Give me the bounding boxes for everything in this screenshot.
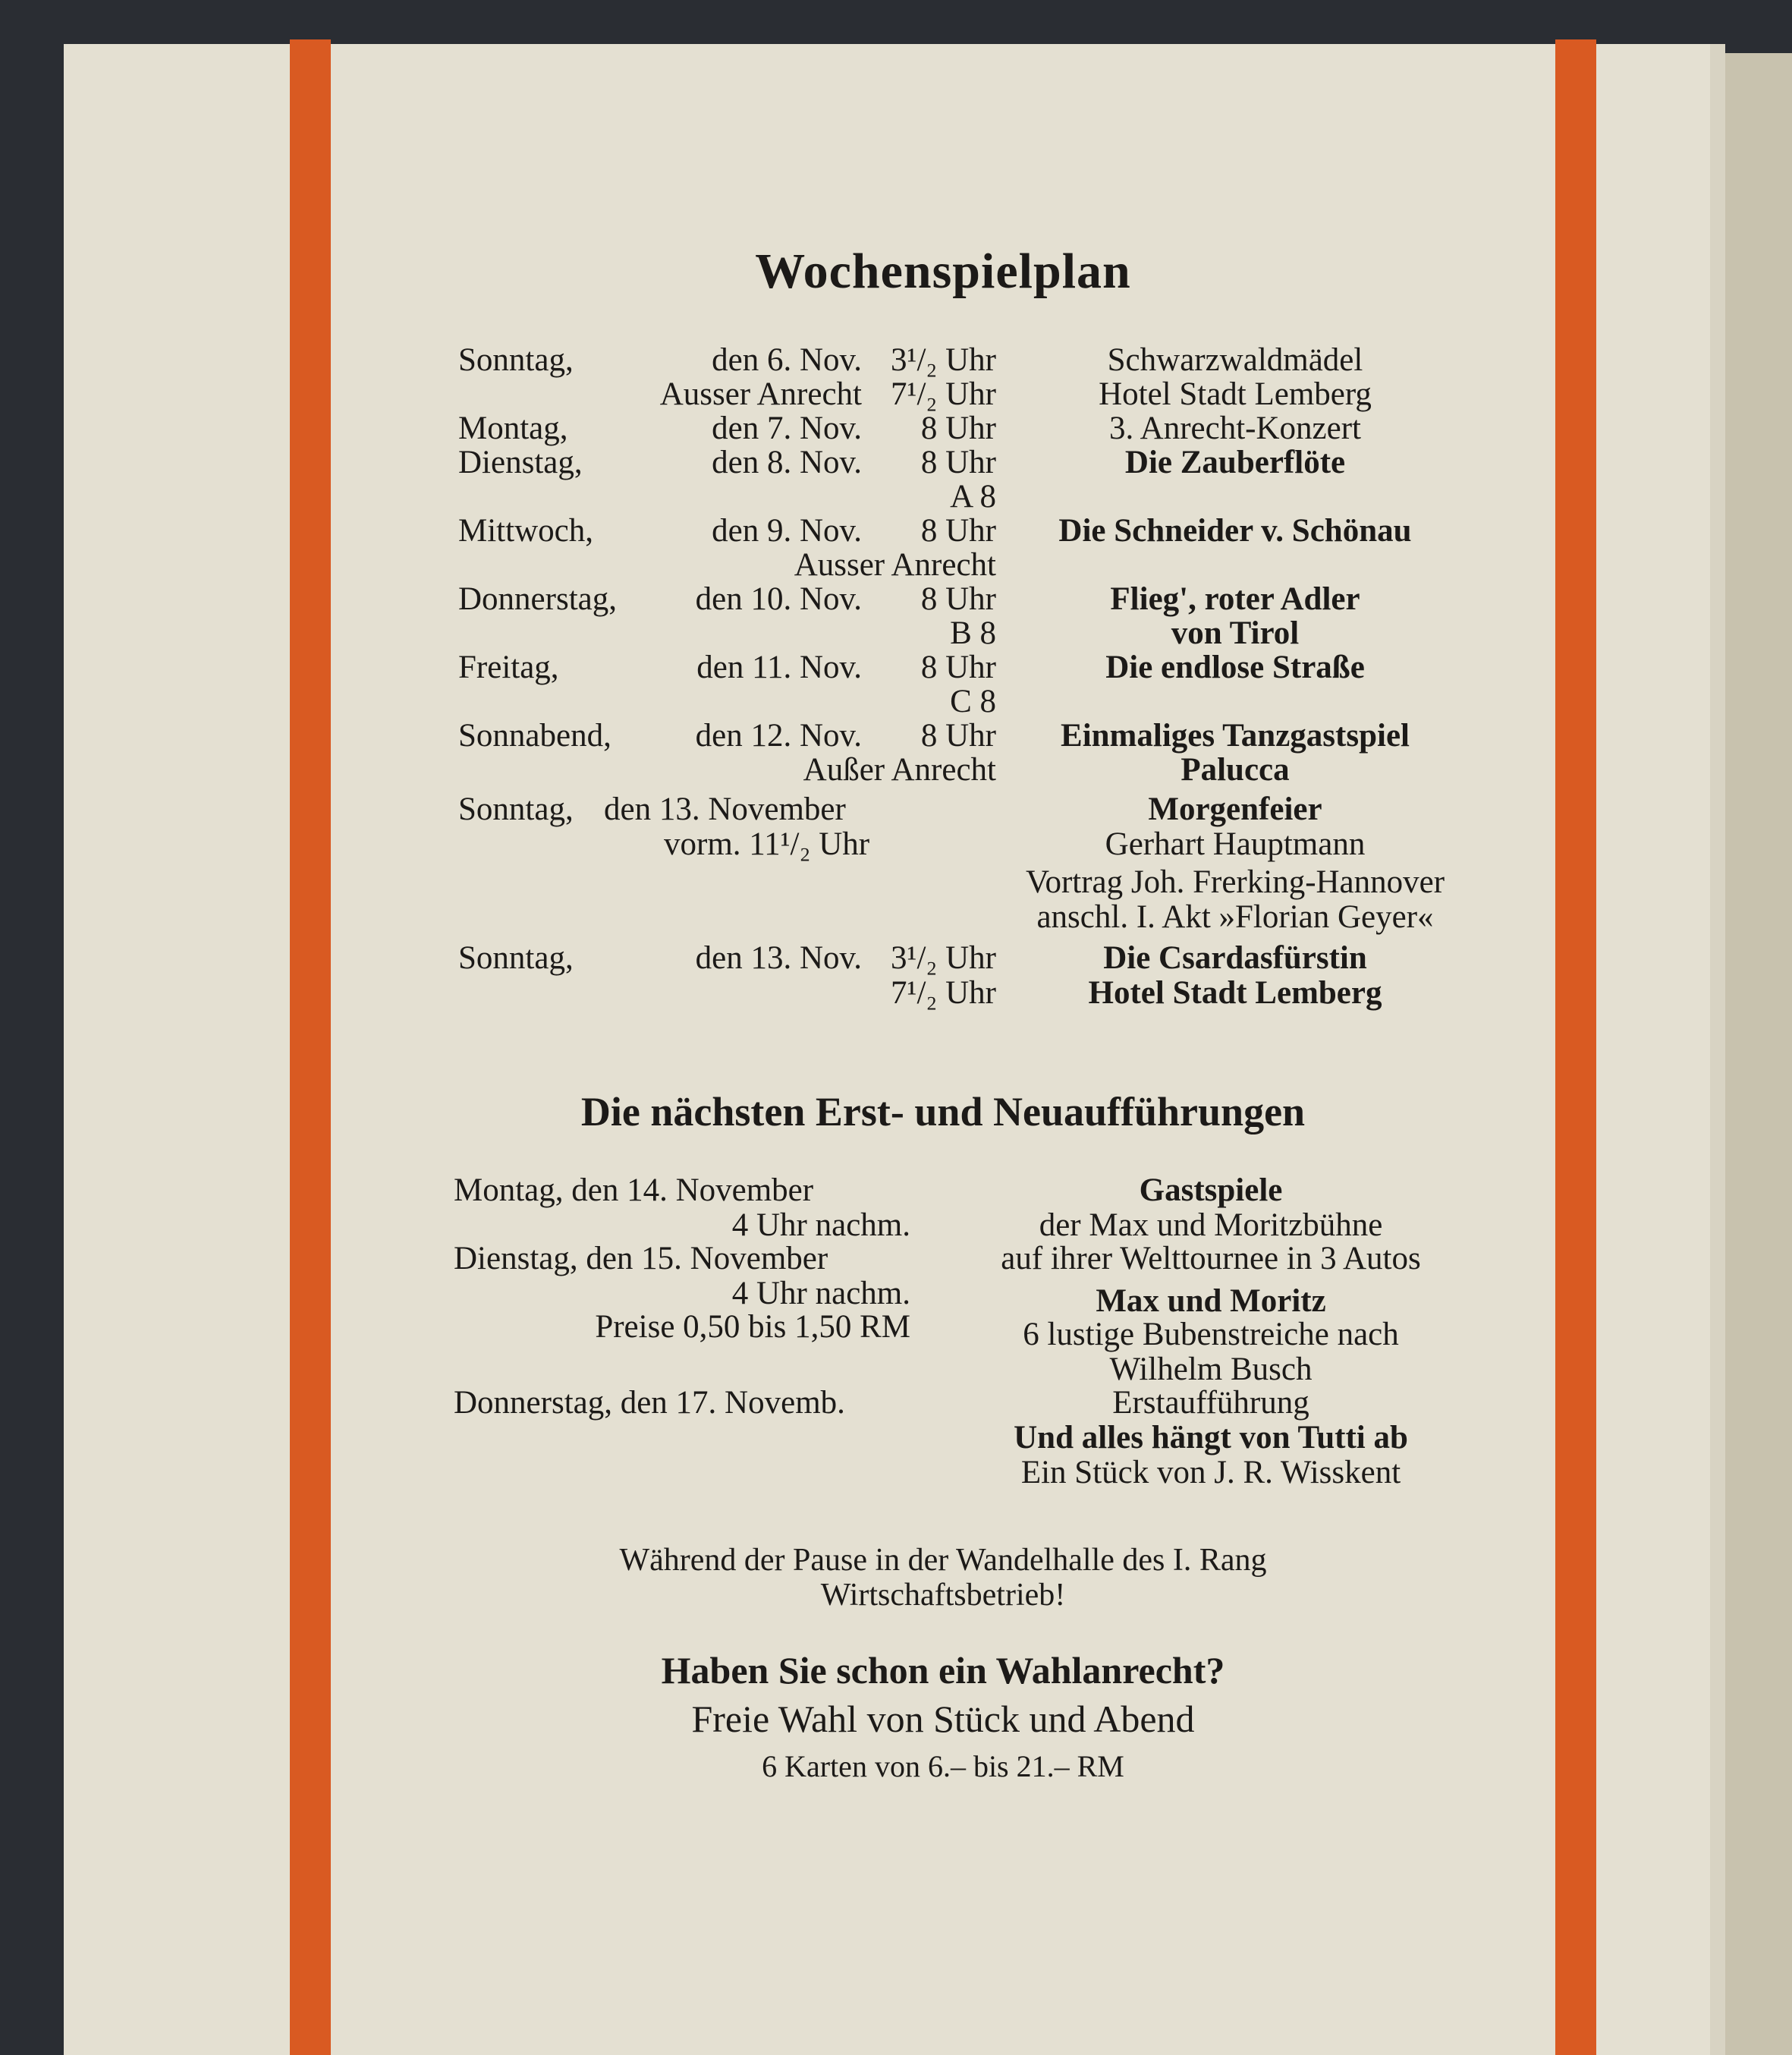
upcoming-play-line: Gastspiele bbox=[1139, 1172, 1283, 1208]
upcoming-date-line: Dienstag, den 15. November bbox=[454, 1241, 828, 1276]
schedule-date: den 12. Nov. bbox=[695, 718, 862, 754]
schedule-play: Hotel Stadt Lemberg bbox=[1099, 376, 1372, 412]
schedule-date: den 13. November bbox=[604, 791, 846, 827]
page-title: Wochenspielplan bbox=[755, 244, 1131, 299]
schedule-time: 7¹/₂ Uhr bbox=[891, 975, 996, 1011]
footer-offer: Freie Wahl von Stück und Abend bbox=[691, 1698, 1195, 1740]
schedule-date: Ausser Anrecht bbox=[659, 376, 862, 412]
upcoming-play-line: 6 lustige Bubenstreiche nach bbox=[1023, 1317, 1399, 1352]
schedule-date: den 13. Nov. bbox=[695, 940, 862, 976]
schedule-day: Sonntag, bbox=[458, 940, 574, 976]
schedule-date: den 9. Nov. bbox=[712, 513, 862, 549]
schedule-day: Donnerstag, bbox=[458, 581, 617, 617]
schedule-time: B 8 bbox=[950, 615, 996, 651]
upcoming-date-line: 4 Uhr nachm. bbox=[731, 1276, 910, 1311]
schedule-play: Die Csardasfürstin bbox=[1103, 940, 1367, 976]
schedule-day: Sonnabend, bbox=[458, 718, 611, 754]
schedule-play: Die Schneider v. Schönau bbox=[1058, 513, 1412, 549]
next-page-edge bbox=[1725, 53, 1792, 2055]
upcoming-date-line: Donnerstag, den 17. Novemb. bbox=[454, 1385, 845, 1421]
schedule-play: Palucca bbox=[1181, 752, 1290, 788]
schedule-day: Mittwoch, bbox=[458, 513, 593, 549]
schedule-time: 8 Uhr bbox=[920, 445, 996, 480]
schedule-play: Gerhart Hauptmann bbox=[1105, 826, 1366, 862]
upcoming-date-line: Montag, den 14. November bbox=[454, 1172, 814, 1208]
schedule-play: 3. Anrecht-Konzert bbox=[1109, 411, 1361, 446]
upcoming-play-line: Und alles hängt von Tutti ab bbox=[1014, 1420, 1408, 1455]
schedule-play: von Tirol bbox=[1171, 615, 1300, 651]
schedule-play: Flieg', roter Adler bbox=[1110, 581, 1360, 617]
schedule-play: anschl. I. Akt »Florian Geyer« bbox=[1036, 899, 1434, 935]
upcoming-date-line: Preise 0,50 bis 1,50 RM bbox=[595, 1309, 910, 1345]
schedule-day: Montag, bbox=[458, 411, 568, 446]
schedule-time: A 8 bbox=[950, 479, 996, 515]
schedule-date: vorm. 11¹/₂ Uhr bbox=[664, 826, 870, 862]
upcoming-play-line: Wilhelm Busch bbox=[1109, 1352, 1313, 1387]
footer-question: Haben Sie schon ein Wahlanrecht? bbox=[661, 1649, 1225, 1692]
pause-note-line-1: Während der Pause in der Wandelhalle des I. Rang bbox=[619, 1543, 1267, 1578]
schedule-date: den 11. Nov. bbox=[696, 650, 862, 685]
schedule-time: 8 Uhr bbox=[920, 650, 996, 685]
schedule-time: 8 Uhr bbox=[920, 411, 996, 446]
page-edge-shadow bbox=[1710, 44, 1725, 2055]
upcoming-play-line: Erstaufführung bbox=[1112, 1385, 1309, 1421]
schedule-play: Hotel Stadt Lemberg bbox=[1088, 975, 1382, 1011]
section-title-upcoming: Die nächsten Erst- und Neuaufführungen bbox=[580, 1089, 1306, 1134]
schedule-day: Sonntag, bbox=[458, 342, 574, 378]
upcoming-play-line: Max und Moritz bbox=[1096, 1283, 1326, 1319]
pause-note-line-2: Wirtschaftsbetrieb! bbox=[820, 1578, 1066, 1613]
upcoming-play-line: der Max und Moritzbühne bbox=[1039, 1207, 1383, 1243]
schedule-time: C 8 bbox=[950, 684, 996, 719]
upcoming-date-line: 4 Uhr nachm. bbox=[731, 1207, 910, 1243]
right-orange-stripe bbox=[1555, 39, 1596, 2055]
schedule-date: den 8. Nov. bbox=[712, 445, 862, 480]
schedule-time: 3¹/₂ Uhr bbox=[891, 940, 996, 976]
schedule-time: 8 Uhr bbox=[920, 718, 996, 754]
schedule-date: Ausser Anrecht bbox=[794, 547, 996, 583]
schedule-play: Die endlose Straße bbox=[1105, 650, 1365, 685]
schedule-play: Die Zauberflöte bbox=[1124, 445, 1346, 480]
schedule-time: 8 Uhr bbox=[920, 513, 996, 549]
schedule-day: Dienstag, bbox=[458, 445, 583, 480]
schedule-time: 8 Uhr bbox=[920, 581, 996, 617]
schedule-play: Morgenfeier bbox=[1148, 791, 1322, 827]
schedule-time: 3¹/₂ Uhr bbox=[891, 342, 996, 378]
schedule-time: 7¹/₂ Uhr bbox=[891, 376, 996, 412]
schedule-play: Einmaliges Tanzgastspiel bbox=[1061, 718, 1410, 754]
schedule-date: den 6. Nov. bbox=[712, 342, 862, 378]
schedule-date: den 7. Nov. bbox=[712, 411, 862, 446]
upcoming-play-line: auf ihrer Welttournee in 3 Autos bbox=[1001, 1241, 1421, 1276]
schedule-date: Außer Anrecht bbox=[803, 752, 996, 788]
schedule-date: den 10. Nov. bbox=[695, 581, 862, 617]
schedule-play: Vortrag Joh. Frerking-Hannover bbox=[1025, 864, 1445, 900]
schedule-day: Freitag, bbox=[458, 650, 559, 685]
schedule-play: Schwarzwaldmädel bbox=[1107, 342, 1363, 378]
schedule-day: Sonntag, bbox=[458, 791, 574, 827]
left-orange-stripe bbox=[290, 39, 331, 2055]
upcoming-play-line: Ein Stück von J. R. Wisskent bbox=[1020, 1455, 1401, 1490]
footer-prices: 6 Karten von 6.– bis 21.– RM bbox=[762, 1749, 1124, 1783]
